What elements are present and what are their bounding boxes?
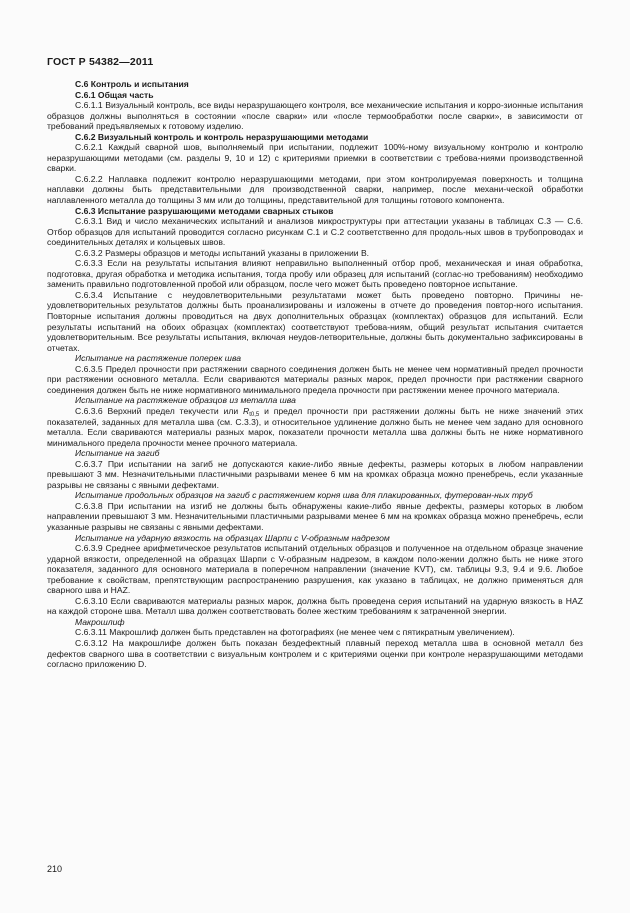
subsection-heading: С.6.3 Испытание разрушающими методами сварных стыков xyxy=(75,205,334,216)
paragraph: С.6.2.2 Наплавка подлежит контролю неразрушающими методами, при этом контролируемая поверхность и толщина наплавки должны быть представительными для производственной сварки, например, после механи-ческой обработки наплавленного металла до толщины 3 мм или до толщины, представительной для толщины готового компонента. xyxy=(47,173,583,206)
paragraph: С.6.3.9 Среднее арифметическое результатов испытаний отдельных образцов и полученное на отдельном образце значение ударной вязкости, определенной на образцах Шарпи с V-образным надрезом, в каждом поло-жении должно быть не ниже этого показателя, заданного для основного материала в поперечном направлении (значение KVT), см. таблицы 9.3, 9.4 и 9.6. Любое требование к свойствам, препятствующим распространению разрушения, как указано в таблицах, не должно применяться для сварного шва и HAZ. xyxy=(47,543,583,596)
paragraph: С.6.1.1 Визуальный контроль, все виды неразрушающего контроля, все механические испытания и корро-зионные испытания образцов должны выполняться в состоянии «после сварки» или «после термообработки после сварки», в зависимости от требований предъявляемых к готовому изделию. xyxy=(47,100,583,132)
test-heading: Макрошлиф xyxy=(75,616,125,627)
paragraph: С.6.3.1 Вид и число механических испытаний и анализов микроструктуры при аттестации указаны в таблицах С.3 — С.6. Отбор образцов для испытаний проводится согласно рисункам С.1 и С.2 соответственно для продоль-ных швов в трубопроводах и соединительных деталях и кольцевых швов. xyxy=(47,216,583,248)
subsection-heading: С.6.2 Визуальный контроль и контроль неразрушающими методами xyxy=(75,131,369,142)
test-heading: Испытание на ударную вязкость на образцах Шарпи с V-образным надрезом xyxy=(75,532,390,543)
subsection-heading: С.6.1 Общая часть xyxy=(75,89,154,100)
symbol-r: R xyxy=(243,405,250,416)
paragraph: С.6.3.7 При испытании на загиб не допускаются какие-либо явные дефекты, размеры которых в любом направлении превышают 3 мм. Незначительными пластичными разрывами менее 6 мм на кромках образца можно пренебречь, если указанные разрывы не связаны с явными дефектами. xyxy=(47,458,583,490)
paragraph: С.6.3.5 Предел прочности при растяжении сварного соединения должен быть не менее чем нормативный предел прочности при растяжении основного металла. Если свариваются материалы разных марок, предел прочности при растяжении сварного соединения должен быть не ниже нормативного минимального предела прочности при растяжении менее прочного материала. xyxy=(47,363,583,395)
test-heading: Испытание на растяжение образцов из металла шва xyxy=(75,395,296,406)
test-heading: Испытание продольных образцов на загиб с растяжением корня шва для плакированных, футерован-ных труб xyxy=(75,490,533,501)
paragraph-start: С.6.3.6 Верхний предел текучести или xyxy=(75,405,243,416)
paragraph: С.6.3.12 На макрошлифе должен быть показан бездефектный плавный переход металла шва в основной металл без дефектов сварного шва в соответствии с визуальным контролем и с критериями оценки при контроле неразрушающими методами согласно приложению D. xyxy=(47,637,583,670)
page-number: 210 xyxy=(47,864,63,874)
paragraph: С.6.3.3 Если на результаты испытания влияют неправильно выполненный отбор проб, механическая и иная обработка, подготовка, другая обработка и методика испытания, тогда пробу или образец для испытаний (соглас-но требованиям) необходимо заменить правильно подготовленной пробой или образцом, после чего может быть проведено повторное испытание. xyxy=(47,258,583,290)
document-body xyxy=(47,79,583,670)
test-heading: Испытание на загиб xyxy=(75,448,160,459)
paragraph: С.6.3.2 Размеры образцов и методы испытаний указаны в приложении В. xyxy=(75,247,370,258)
paragraph: С.6.3.11 Макрошлиф должен быть представлен на фотографиях (не менее чем с пятикратным увеличением). xyxy=(75,627,515,638)
symbol-subscript: t0,5 xyxy=(249,411,260,418)
document-header: ГОСТ Р 54382—2011 xyxy=(47,56,154,68)
paragraph: С.6.3.8 При испытании на изгиб не должны быть обнаружены какие-либо явные дефекты, размеры которых в любом направлении превышают 3 мм. Незначительными пластичными разрывами менее 6 мм на кромках образца можно пренебречь, если указанные разрывы не связаны с явными дефектами. xyxy=(47,500,583,532)
paragraph: С.6.3.10 Если свариваются материалы разных марок, должна быть проведена серия испытаний на ударную вязкость в HAZ на каждой стороне шва. Металл шва должен соответствовать более жестким требованиям к затраченной энергии. xyxy=(47,595,583,617)
section-heading: С.6 Контроль и испытания xyxy=(75,79,189,89)
test-heading: Испытание на растяжение поперек шва xyxy=(75,353,242,364)
paragraph: С.6.2.1 Каждый сварной шов, выполняемый при испытании, подлежит 100%-ному визуальному контролю и контролю неразрушающими методами (см. разделы 9, 10 и 12) с критериями приемки в соответствии с требова-ниями производственной сварки. xyxy=(47,142,583,174)
paragraph-with-symbol xyxy=(47,406,583,448)
paragraph-end: и предел прочности при растяжении должны быть не ниже значений этих показателей, заданных для металла шва (см. С.3.3), и относительное удлинение должно быть не менее чем задано для основного металла. Если свариваются материалы разных марок, показатели прочности металла шва должны быть не ниже нормативного минимального предела прочности менее прочного материала. xyxy=(47,405,583,448)
paragraph: С.6.3.4 Испытание с неудовлетворительными результатами может быть проведено повторно. Причины не-удовлетворительных результатов должны быть проанализированы и изложены в отчете до проведения повтор-ного испытания. Повторные испытания должны проводиться на двух дополнительных образцах (комплектах) образцов для испытаний. Если результаты испытаний на обоих образцах (комплектах) соответствуют требова-ниям, общий результат испытания считается удовлетворительным. Все результаты испытания, включая неудов-летворительные, должны быть документально зафиксированы в отчетах. xyxy=(47,289,583,353)
